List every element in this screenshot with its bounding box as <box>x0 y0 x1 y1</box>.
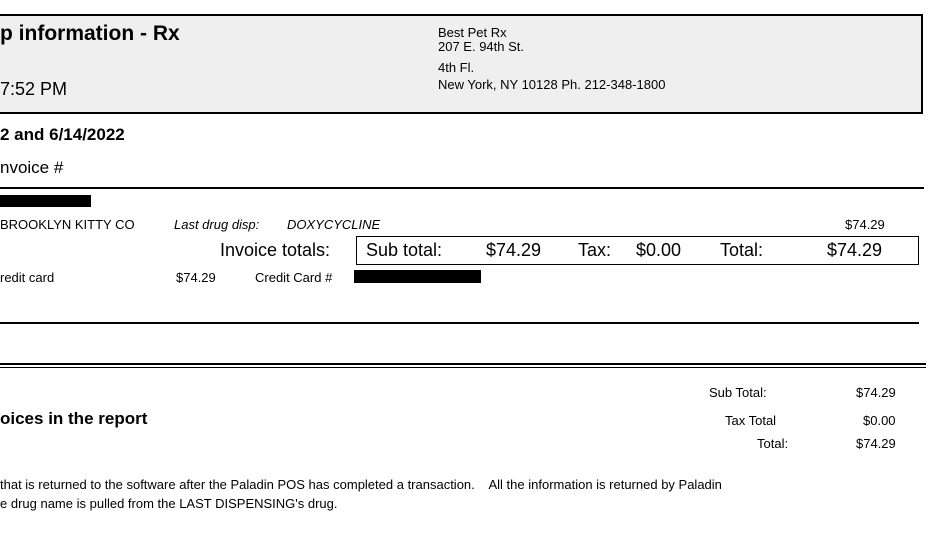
pharmacy-name: Best Pet Rx <box>438 25 507 40</box>
pharmacy-floor: 4th Fl. <box>438 60 475 75</box>
customer-name: BROOKLYN KITTY CO <box>0 217 135 232</box>
redacted-card-number <box>354 270 481 283</box>
pharmacy-city-phone: New York, NY 10128 Ph. 212-348-1800 <box>438 77 666 92</box>
invoice-column-label: nvoice # <box>0 158 64 177</box>
last-drug-label: Last drug disp: <box>174 217 260 232</box>
invoice-totals-label: Invoice totals: <box>220 240 331 260</box>
footnote-line-1: that is returned to the software after the Paladin POS has completed a transaction. All the information is returned by Paladin <box>0 477 722 492</box>
total-label: Total: <box>720 240 764 260</box>
last-drug-name: DOXYCYCLINE <box>287 217 381 232</box>
date-range-heading: 2 and 6/14/2022 <box>0 125 125 144</box>
redacted-invoice-number <box>0 195 91 207</box>
summary-subtotal-label: Sub Total: <box>709 385 767 400</box>
summary-subtotal-value: $74.29 <box>856 385 896 400</box>
divider <box>0 187 924 189</box>
summary-total-value: $74.29 <box>856 436 896 451</box>
report-title: p information - Rx <box>0 22 180 45</box>
credit-card-label: Credit Card # <box>255 270 333 285</box>
footnote-line-2: e drug name is pulled from the LAST DISPENSING's drug. <box>0 496 338 511</box>
summary-total-label: Total: <box>757 436 789 451</box>
payment-method: redit card <box>0 270 55 285</box>
pharmacy-street: 207 E. 94th St. <box>438 39 525 54</box>
subtotal-value: $74.29 <box>486 240 542 260</box>
tax-value: $0.00 <box>636 240 682 260</box>
double-rule-top <box>0 363 926 365</box>
summary-tax-label: Tax Total <box>725 413 777 428</box>
double-rule-bottom <box>0 367 926 368</box>
subtotal-label: Sub total: <box>366 240 443 260</box>
payment-amount: $74.29 <box>176 270 216 285</box>
summary-heading: oices in the report <box>0 409 148 428</box>
tax-label: Tax: <box>578 240 612 260</box>
summary-tax-value: $0.00 <box>863 413 896 428</box>
line-item-amount: $74.29 <box>845 217 885 232</box>
divider <box>0 322 919 324</box>
total-value: $74.29 <box>827 240 883 260</box>
report-time: 7:52 PM <box>0 79 68 99</box>
